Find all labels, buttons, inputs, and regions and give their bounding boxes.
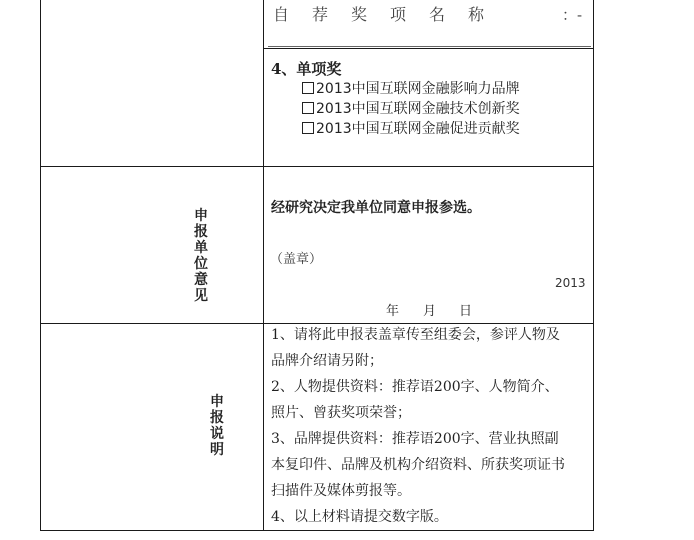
unit-opinion-label: 申报单位意见 [194, 208, 208, 304]
instruction-line: 3、品牌提供资料：推荐语200字、营业执照副 [271, 431, 559, 447]
instruction-line: 照片、曾获奖项荣誉； [271, 405, 411, 421]
option-label: 2013中国互联网金融技术创新奖 [316, 101, 520, 117]
instruction-line: 1、请将此申报表盖章传至组委会，参评人物及 [271, 327, 560, 343]
seal-label: （盖章） [270, 252, 323, 267]
instruction-line: 2、人物提供资料：推荐语200字、人物简介、 [271, 379, 559, 395]
unit-opinion-statement: 经研究决定我单位同意申报参选。 [271, 200, 481, 216]
option-tech-innovation[interactable] [302, 100, 520, 118]
section4-title: 4、单项奖 [271, 60, 342, 78]
option-promotion-contribution[interactable] [302, 120, 520, 138]
inner-divider-award [263, 48, 594, 49]
self-award-label: 自荐奖项名称 [273, 5, 508, 24]
date-year-label: 年 [386, 304, 400, 319]
column-divider [263, 0, 264, 531]
option-label: 2013中国互联网金融促进贡献奖 [316, 121, 520, 137]
year-value: 2013 [555, 276, 586, 290]
instruction-line: 扫描件及媒体剪报等。 [271, 483, 411, 499]
option-label: 2013中国互联网金融影响力品牌 [316, 81, 520, 97]
instructions-label: 申报说明 [210, 394, 224, 458]
checkbox-icon[interactable] [302, 122, 314, 134]
instruction-line: 4、以上材料请提交数字版。 [271, 509, 448, 525]
instruction-line: 品牌介绍请另附； [271, 353, 383, 369]
table-bottom-border [40, 530, 594, 531]
checkbox-icon[interactable] [302, 82, 314, 94]
award-name-underline [268, 46, 591, 47]
checkbox-icon[interactable] [302, 102, 314, 114]
option-influence-brand[interactable] [302, 80, 520, 98]
self-award-suffix: ：- [562, 6, 583, 24]
table-right-border [593, 0, 594, 531]
row-divider-2 [40, 323, 594, 324]
table-left-border [40, 0, 41, 531]
instruction-line: 本复印件、品牌及机构介绍资料、所获奖项证书 [271, 457, 565, 473]
row-divider-1 [40, 166, 594, 167]
date-month-label: 月 [423, 304, 437, 319]
date-day-label: 日 [459, 304, 473, 319]
